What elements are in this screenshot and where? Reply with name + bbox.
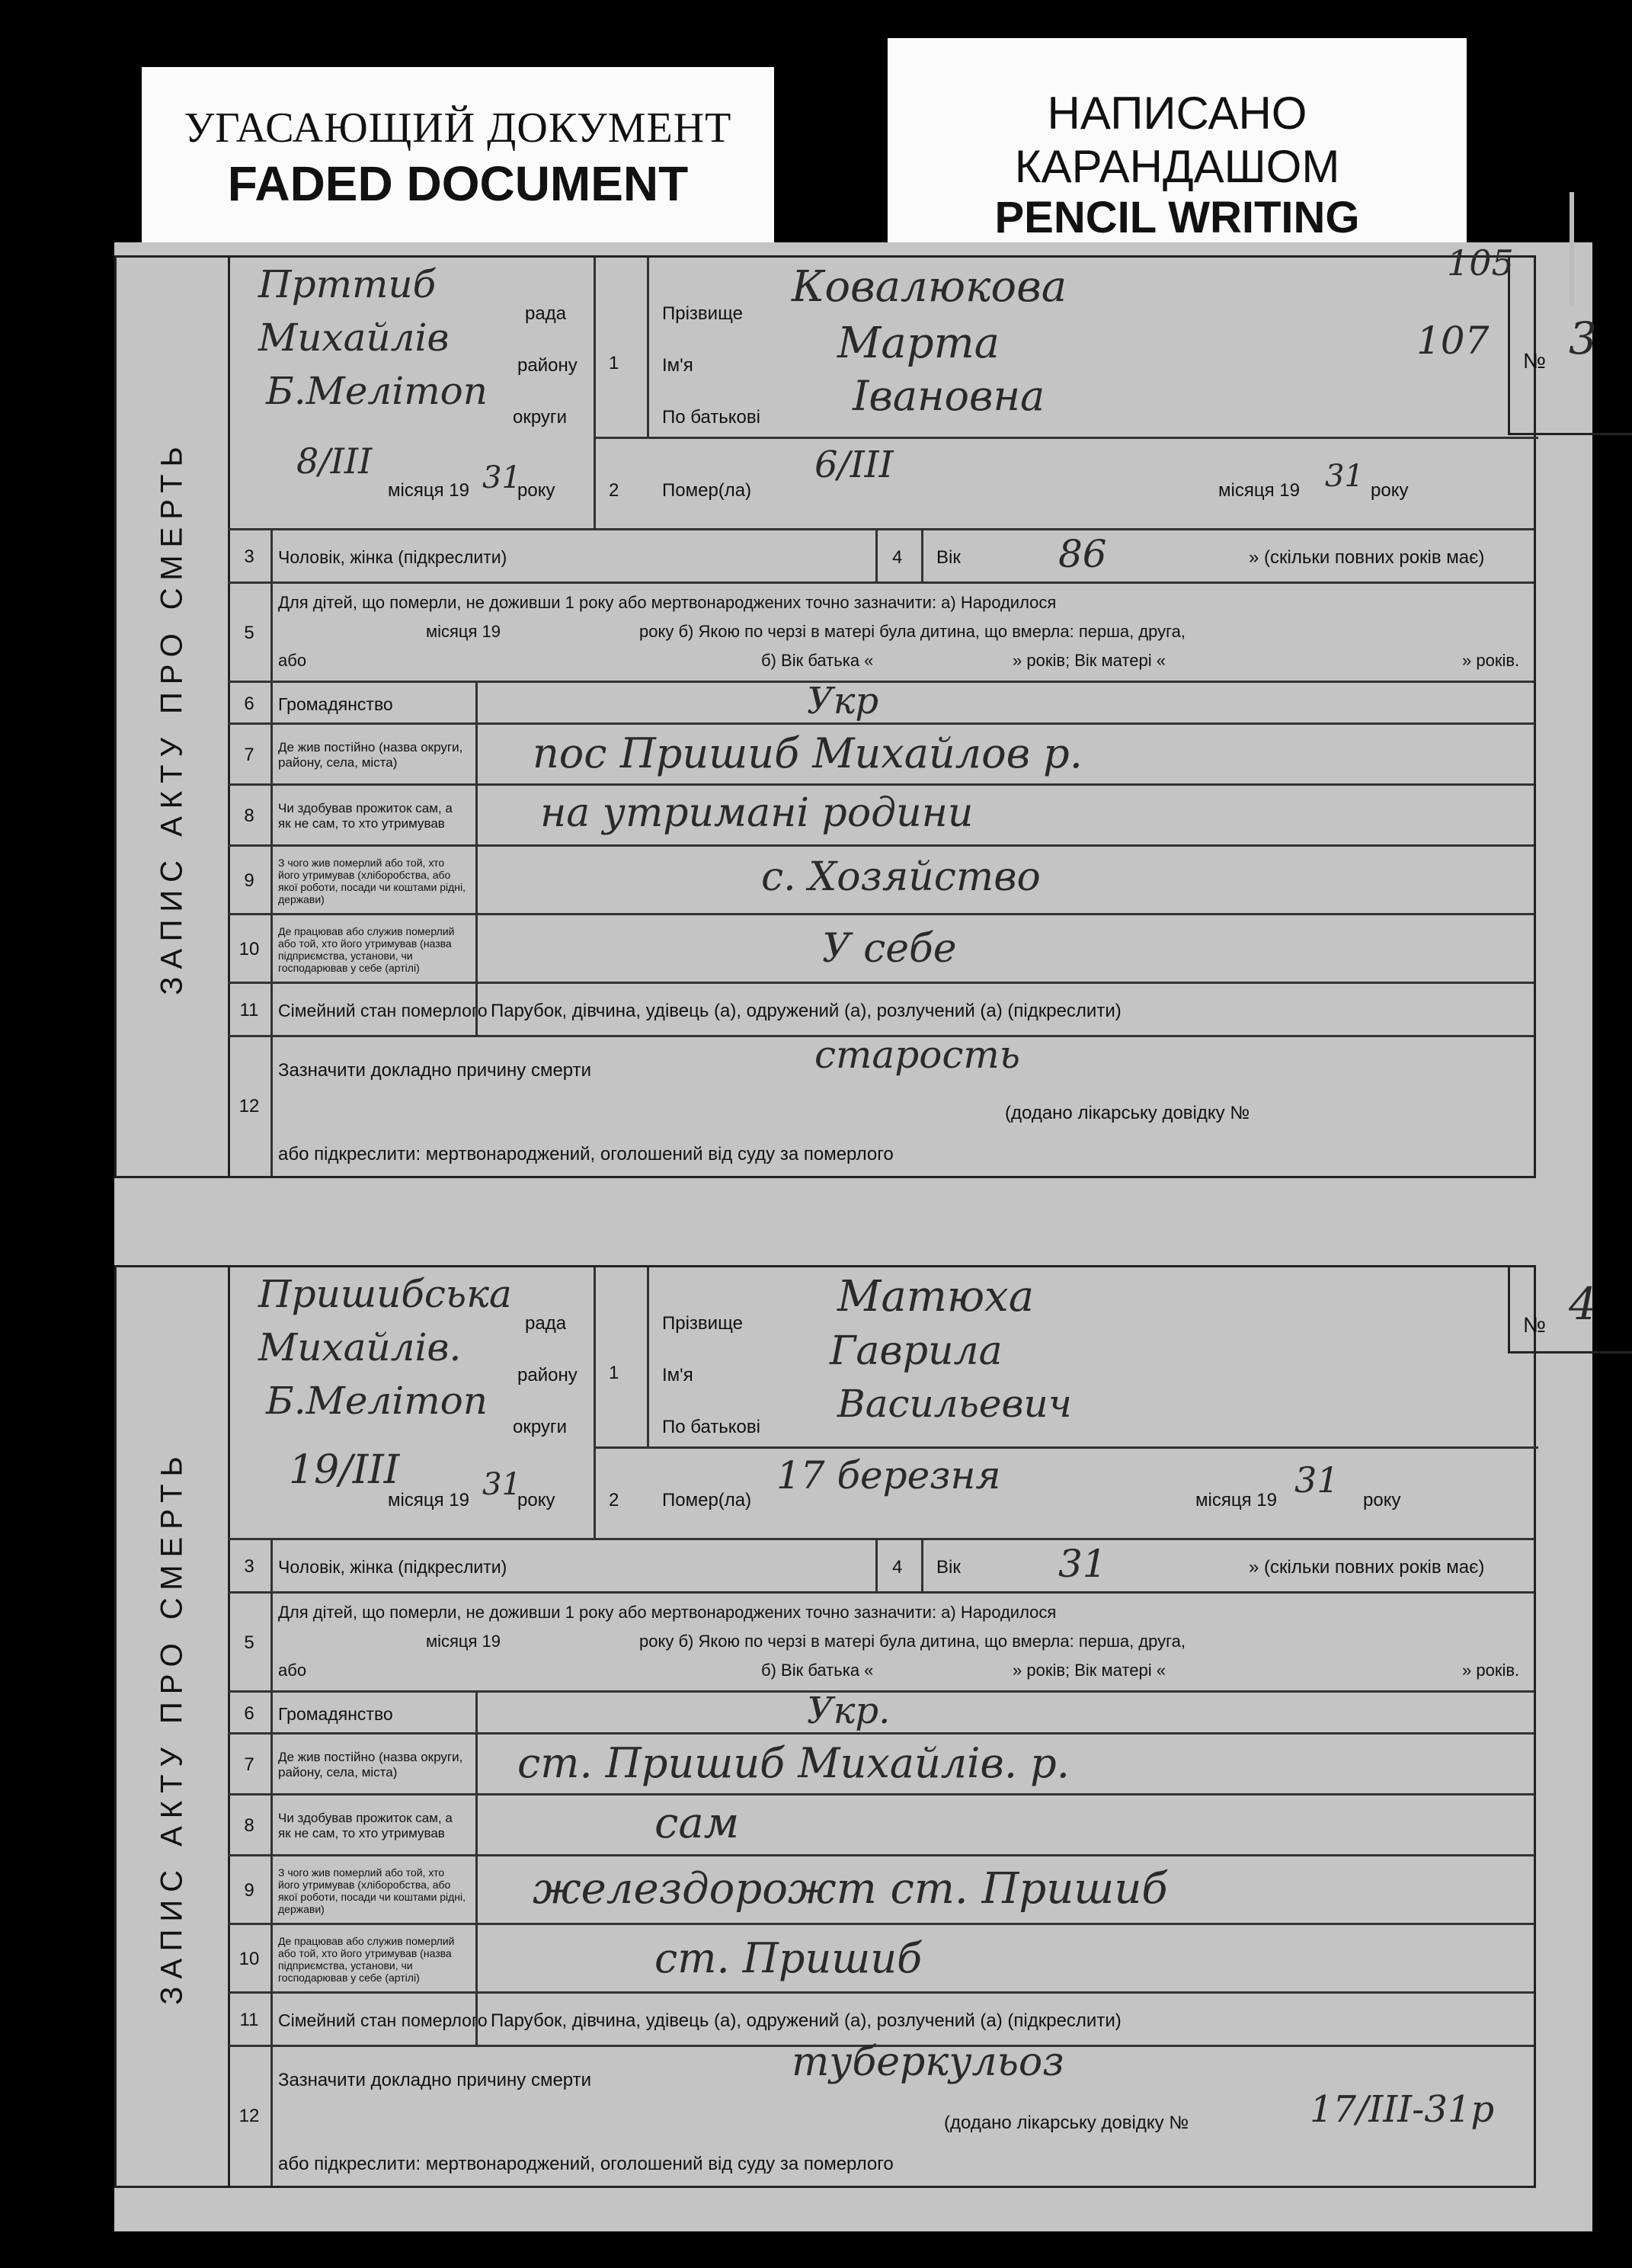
row-6: 6 Громадянство Укр.: [228, 1690, 1534, 1735]
row-12: 12 Зазначити докладно причину смерти старость (додано лікарську довідку № або підкреслити: мертвонароджений, оголошений від суду за померлого: [228, 1035, 1534, 1176]
row-11: 11 Сімейний стан померлого Парубок, дівчина, удівець (а), одружений (а), розлучений (а) (підкреслити): [228, 1991, 1534, 2047]
row-3-4: 3 Чоловік, жінка (підкреслити) 4 Вік 31 » (скільки повних років має): [228, 1538, 1534, 1594]
row-5: 5 Для дітей, що померли, не доживши 1 року або мертвонароджених точно зазначити: а) Народилося місяця 19 року б) Якою по черзі в матері була дитина, що вмерла: перша, друга, або б) Вік батька « » років; Вік матері « » років.: [228, 1591, 1534, 1693]
vertical-title: ЗАПИС АКТУ ПРО СМЕРТЬ: [117, 258, 230, 1176]
name-value: Марта: [837, 319, 1000, 368]
pencil-writing-label-card: [888, 38, 1467, 253]
cause-value: старость: [814, 1033, 1020, 1077]
row-12: 12 Зазначити докладно причину смерти туберкульоз (додано лікарську довідку № 17/III-31р або підкреслити: мертвонароджений, оголошений від суду за померлого: [228, 2045, 1534, 2186]
record-number: 3: [1569, 312, 1597, 364]
row-8: 8 Чи здобував прожиток сам, а як не сам, то хто утримував на утримані родини: [228, 783, 1534, 847]
faded-document-label-card: [142, 67, 774, 245]
pencil-label-english: PENCIL WRITING: [994, 193, 1360, 242]
row-6: 6 Громадянство Укр: [228, 681, 1534, 725]
row-9: 9 З чого жив померлий або той, хто його утримував (хліборобства, або якої роботи, посади чи коштами рідні, держави) желездорожт ст. Пришиб: [228, 1854, 1534, 1925]
row-5: 5 Для дітей, що померли, не доживши 1 року або мертвонароджених точно зазначити: а) Народилося місяця 19 року б) Якою по черзі в матері була дитина, що вмерла: перша, друга, або б) Вік батька « » років; Вік матері « » років.: [228, 581, 1534, 683]
patronymic-value: Івановна: [853, 372, 1045, 420]
vertical-title: ЗАПИС АКТУ ПРО СМЕРТЬ: [117, 1267, 230, 2186]
surname-value: Ковалюкова: [792, 262, 1067, 312]
died-year: 31: [1325, 459, 1364, 494]
pencil-label-russian-2: КАРАНДАШОМ: [1014, 141, 1340, 192]
death-record-form-1: [114, 242, 1597, 1178]
rada-value: Прттиб: [258, 262, 437, 306]
registration-date: 8/III: [296, 440, 373, 482]
pencil-label-russian-1: НАПИСАНО: [1047, 88, 1307, 139]
row-10: 10 Де працював або служив померлий або той, хто його утримував (назва підприємства, установи, чи господарював у себе (артілі) ст. Пришиб: [228, 1923, 1534, 1994]
okrug-value: Б.Мелітоп: [266, 369, 488, 413]
header-block: 1 2 Пришибська рада Михайлів. району Б.Мелітоп округи 19/III місяця 19 31 року Прізвище Матюха Ім'я Гаврила По батькові Васильевич Помер(ла) 17 березня місяця 19 31 року № 4: [228, 1267, 1534, 1538]
row-11: 11 Сімейний стан померлого Парубок, дівчина, удівець (а), одружений (а), розлучений (а) (підкреслити): [228, 982, 1534, 1037]
age-value: 86: [1058, 532, 1107, 576]
rayon-value: Михайлів: [258, 316, 450, 360]
row-3-4: 3 Чоловік, жінка (підкреслити) 4 Вік 86 » (скільки повних років має): [228, 528, 1534, 584]
corner-number-2: 107: [1416, 319, 1490, 363]
died-date: 6/III: [814, 444, 894, 486]
faded-label-russian: УГАСАЮЩИЙ ДОКУМЕНТ: [184, 104, 732, 152]
header-block: 1 2 Прттиб рада Михайлів району Б.Мелітоп округи 8/III місяця 19 31 року Прізвище Ковалюкова Ім'я Марта По батькові Івановна Помер(ла) 6/III місяця 19 31 року 105 107 № 3: [228, 258, 1534, 528]
row-7: 7 Де жив постійно (назва округи, району, села, міста) ст. Пришиб Михайлів. р.: [228, 1732, 1534, 1796]
row-7: 7 Де жив постійно (назва округи, району, села, міста) пос Пришиб Михайлов р.: [228, 722, 1534, 786]
corner-number-1: 105: [1447, 242, 1514, 284]
death-record-form-2: [114, 1265, 1597, 2188]
row-10: 10 Де працював або служив померлий або той, хто його утримував (назва підприємства, установи, чи господарював у себе (артілі) У себе: [228, 913, 1534, 984]
row-8: 8 Чи здобував прожиток сам, а як не сам, то хто утримував сам: [228, 1793, 1534, 1856]
faded-label-english: FADED DOCUMENT: [227, 156, 689, 211]
registration-year: 31: [482, 460, 521, 495]
row-9: 9 З чого жив померлий або той, хто його утримував (хліборобства, або якої роботи, посади чи коштами рідні, держави) с. Хозяйство: [228, 844, 1534, 915]
